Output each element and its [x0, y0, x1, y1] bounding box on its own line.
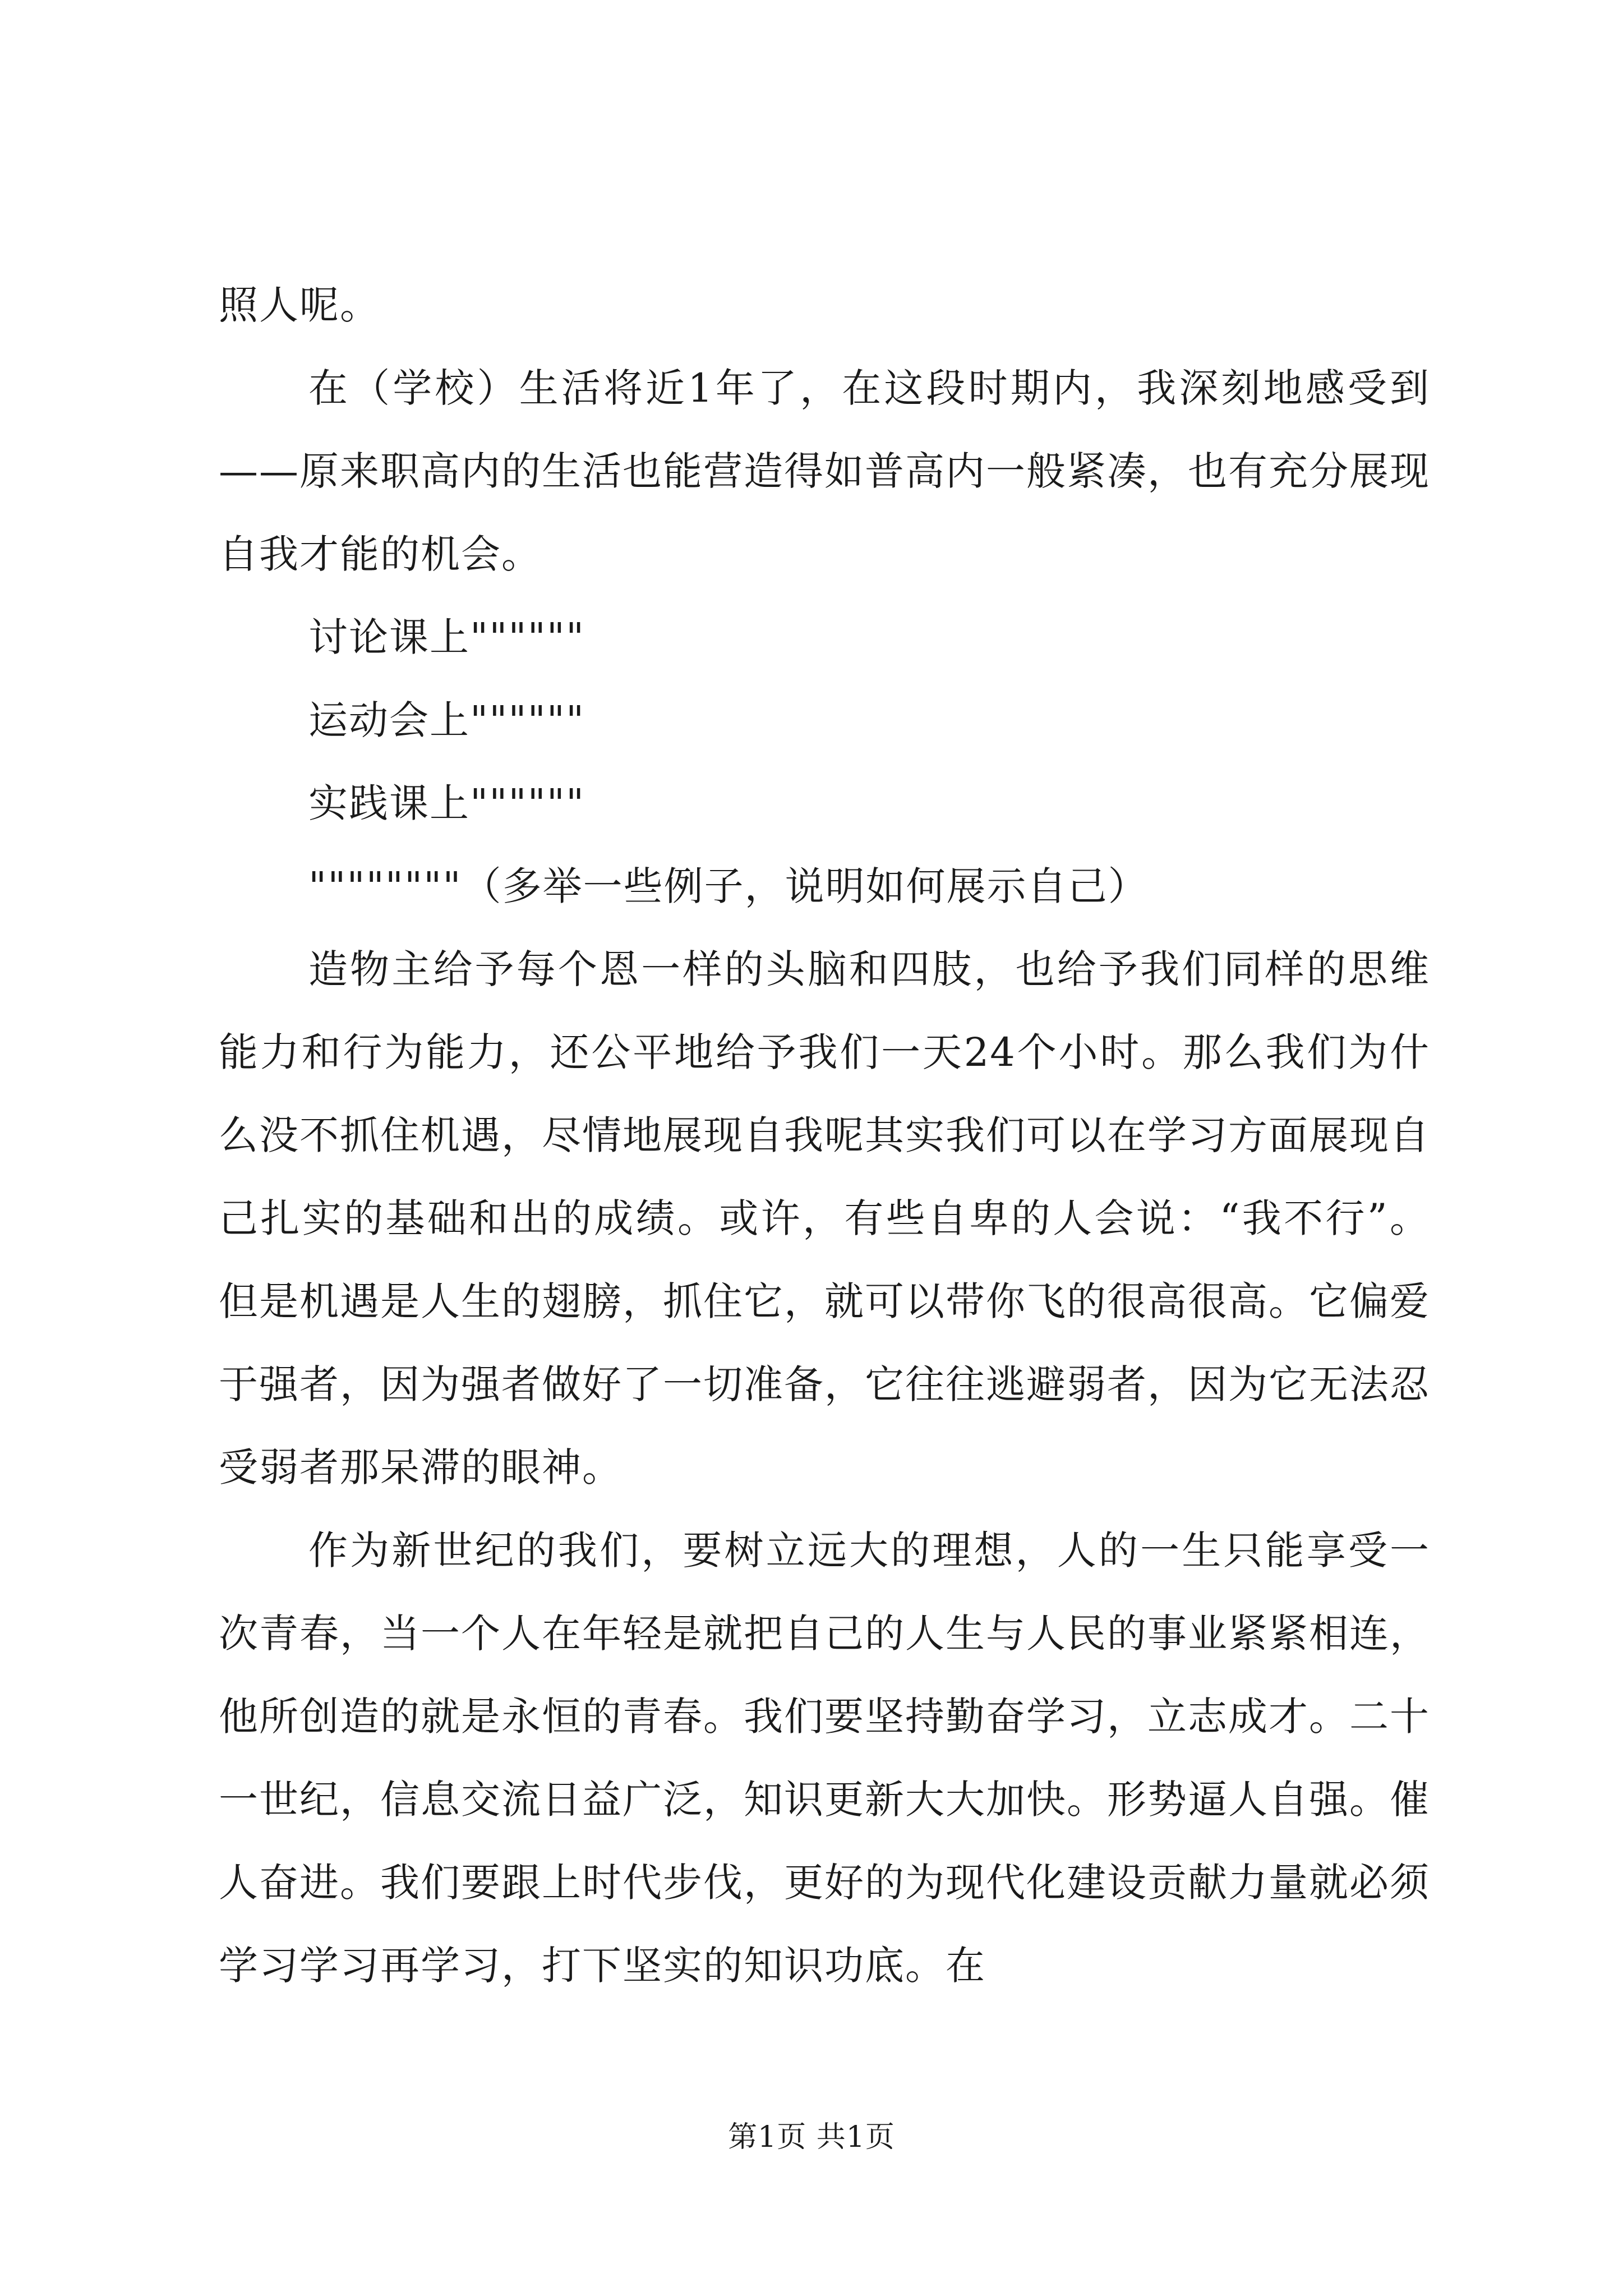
- paragraph: 作为新世纪的我们，要树立远大的理想，人的一生只能享受一次青春，当一个人在年轻是就把自己的人生与人民的事业紧紧相连，他所创造的就是永恒的青春。我们要坚持勤奋学习，立志成才。二十一世纪，信息交流日益广泛，知识更新大大加快。形势逼人自强。催人奋进。我们要跟上时代步伐，更好的为现代化建设贡献力量就必须学习学习再学习，打下坚实的知识功底。在: [219, 1527, 1430, 1989]
- page-footer: 第1页 共1页: [728, 2120, 895, 2154]
- paragraph: 在（学校）生活将近1年了，在这段时期内，我深刻地感受到——原来职高内的生活也能营造得如普高内一般紧凑，也有充分展现自我才能的机会。: [219, 365, 1430, 577]
- paragraph: 造物主给予每个恩一样的头脑和四肢，也给予我们同样的思维能力和行为能力，还公平地给予我们一天24个小时。那么我们为什么没不抓住机遇，尽情地展现自我呢其实我们可以在学习方面展现自己扎实的基础和出的成绩。或许，有些自卑的人会说：“我不行”。但是机遇是人生的翅膀，抓住它，就可以带你飞的很高很高。它偏爱于强者，因为强者做好了一切准备，它往往逃避弱者，因为它无法忍受弱者那呆滞的眼神。: [219, 946, 1430, 1490]
- paragraph: 实践课上"""""": [308, 780, 585, 826]
- paragraph: 讨论课上"""""": [308, 614, 585, 660]
- document-body: [219, 264, 1430, 2007]
- paragraph: """"""""（多举一些例子，说明如何展示自己）: [308, 863, 1149, 909]
- paragraph: 照人呢。: [219, 282, 380, 328]
- paragraph: 运动会上"""""": [308, 697, 585, 743]
